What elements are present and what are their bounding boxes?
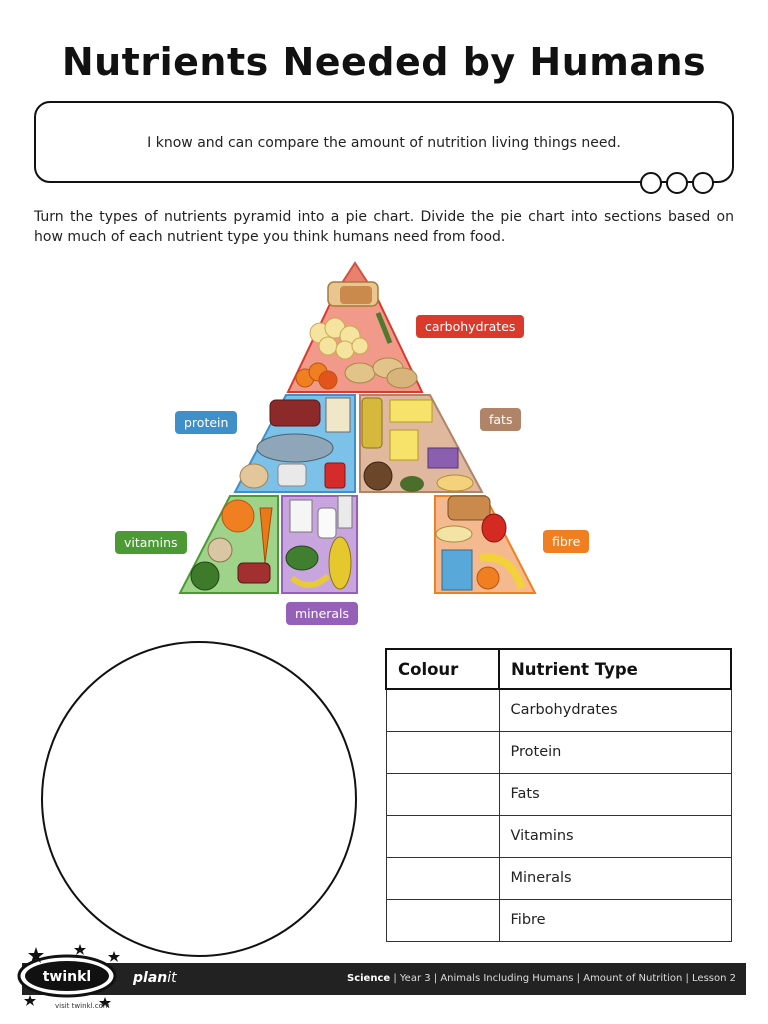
colour-cell[interactable] xyxy=(386,857,499,899)
blank-pie-chart-circle[interactable] xyxy=(41,641,357,957)
minerals-label: minerals xyxy=(295,606,350,621)
fibre-label: fibre xyxy=(552,534,581,549)
fats-label: fats xyxy=(489,412,513,427)
page-title: Nutrients Needed by Humans xyxy=(61,40,707,84)
colour-cell[interactable] xyxy=(386,899,499,941)
instructions-text: Turn the types of nutrients pyramid into a pie chart. Divide the pie chart into sections based on how much of each nutrient type you think humans need from food. xyxy=(34,209,734,245)
vitamins-tag xyxy=(115,531,187,554)
nutrient-name-cell: Fats xyxy=(499,773,731,815)
nutrient-name-cell: Carbohydrates xyxy=(499,689,731,731)
fats-tag xyxy=(480,408,521,431)
nutrient-column-header: Nutrient Type xyxy=(499,649,731,689)
nutrient-name-cell: Vitamins xyxy=(499,815,731,857)
fibre-tag xyxy=(543,530,589,553)
vitamins-label: vitamins xyxy=(124,535,178,550)
nutrient-name-cell: Protein xyxy=(499,731,731,773)
visit-twinkl-text: visit twinkl.com xyxy=(55,1002,110,1010)
table-row xyxy=(386,899,731,941)
carbohydrates-label: carbohydrates xyxy=(425,319,516,334)
table-row xyxy=(386,815,731,857)
nutrient-colour-table xyxy=(385,648,732,942)
planit-bold: plan xyxy=(133,970,168,986)
table-row xyxy=(386,689,731,731)
footer-subject: Science xyxy=(347,973,391,984)
table-header-row xyxy=(386,649,731,689)
colour-cell[interactable] xyxy=(386,815,499,857)
table-body xyxy=(386,689,731,941)
protein-label: protein xyxy=(184,415,229,430)
learning-objective-box xyxy=(34,101,734,183)
table-row xyxy=(386,857,731,899)
twinkl-logo-text: twinkl xyxy=(42,969,92,985)
learning-objective-text: I know and can compare the amount of nutrition living things need. xyxy=(147,135,621,151)
footer-breadcrumb xyxy=(347,973,736,984)
nutrient-name-cell: Minerals xyxy=(499,857,731,899)
carbohydrates-tag xyxy=(416,315,524,338)
food-pyramid-illustration xyxy=(150,258,610,638)
decorative-dots xyxy=(640,172,714,194)
colour-cell[interactable] xyxy=(386,689,499,731)
footer-breadcrumb-text: | Year 3 | Animals Including Humans | Amount of Nutrition | Lesson 2 xyxy=(390,973,736,984)
dot-icon xyxy=(666,172,688,194)
colour-cell[interactable] xyxy=(386,731,499,773)
protein-tag xyxy=(175,411,237,434)
dot-icon xyxy=(692,172,714,194)
planit-light: it xyxy=(167,970,177,986)
minerals-tag xyxy=(286,602,358,625)
colour-column-header: Colour xyxy=(386,649,499,689)
table-row xyxy=(386,773,731,815)
colour-cell[interactable] xyxy=(386,773,499,815)
planit-logo xyxy=(133,970,177,986)
nutrient-name-cell: Fibre xyxy=(499,899,731,941)
table-row xyxy=(386,731,731,773)
dot-icon xyxy=(640,172,662,194)
